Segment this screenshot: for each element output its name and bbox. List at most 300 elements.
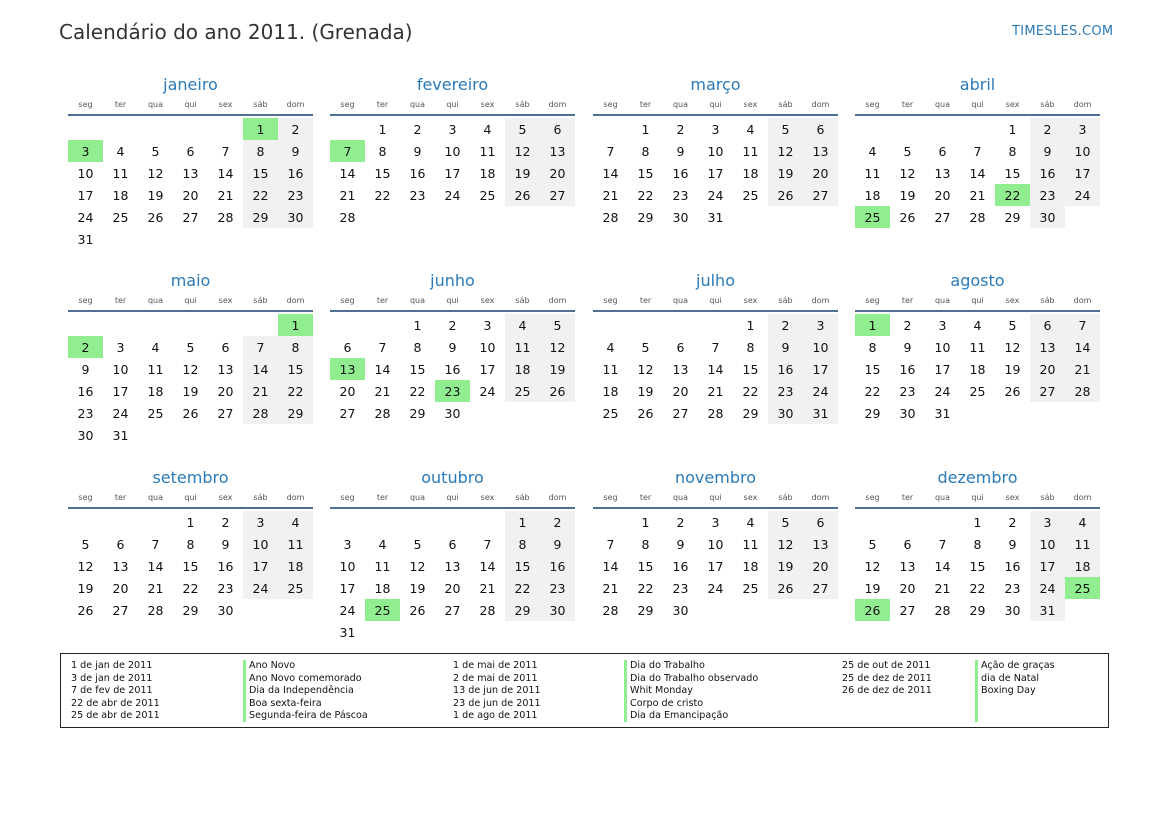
day-cell: 10 [77, 165, 94, 181]
month-title: maio [170, 271, 211, 290]
day-cell: 22 [243, 184, 278, 206]
day-cell: 8 [973, 536, 982, 552]
day-cell: 7 [151, 536, 160, 552]
day-cell: 14 [602, 558, 619, 574]
weekday-label: qua [147, 100, 164, 109]
day-cell: 6 [938, 143, 947, 159]
empty-cell [103, 511, 138, 533]
page-title: Calendário do ano 2011. (Grenada) [59, 20, 413, 44]
empty-cell [593, 511, 628, 533]
day-cell: 22 [637, 580, 654, 596]
holiday-day-cell: 13 [330, 358, 365, 380]
day-cell: 5 [540, 314, 575, 336]
day-cell: 4 [483, 121, 492, 137]
weekday-label: seg [340, 296, 355, 305]
weekday-label: ter [376, 100, 389, 109]
day-cell: 7 [1065, 314, 1100, 336]
weekday-label: seg [603, 493, 618, 502]
legend-date: 1 de ago de 2011 [453, 710, 538, 722]
day-cell: 21 [339, 187, 356, 203]
day-cell: 5 [81, 536, 90, 552]
day-cell: 17 [77, 187, 94, 203]
day-cell: 9 [540, 533, 575, 555]
day-cell: 24 [77, 209, 94, 225]
month-title: dezembro [937, 468, 1018, 487]
weekday-label: sáb [253, 100, 268, 109]
month-title: fevereiro [416, 75, 489, 94]
day-cell: 1 [505, 511, 540, 533]
day-cell: 29 [182, 602, 199, 618]
empty-cell [138, 511, 173, 533]
day-cell: 12 [505, 140, 540, 162]
day-cell: 1 [378, 121, 387, 137]
day-cell: 22 [409, 383, 426, 399]
day-cell: 5 [151, 143, 160, 159]
day-cell: 13 [803, 533, 838, 555]
empty-cell [330, 314, 365, 336]
day-cell: 3 [711, 514, 720, 530]
empty-cell [208, 118, 243, 140]
weekday-label: sáb [253, 296, 268, 305]
weekday-label: sex [480, 493, 495, 502]
day-cell: 19 [409, 580, 426, 596]
day-cell: 29 [409, 405, 426, 421]
holiday-day-cell: 3 [68, 140, 103, 162]
day-cell: 6 [540, 118, 575, 140]
day-cell: 13 [182, 165, 199, 181]
empty-cell [208, 314, 243, 336]
day-cell: 28 [217, 209, 234, 225]
day-cell: 20 [1030, 358, 1065, 380]
day-cell: 19 [899, 187, 916, 203]
day-cell: 25 [278, 577, 313, 599]
day-cell: 25 [742, 187, 759, 203]
empty-cell [925, 118, 960, 140]
day-cell: 20 [803, 162, 838, 184]
empty-cell [960, 118, 995, 140]
holiday-day-cell: 25 [1065, 577, 1100, 599]
day-cell: 29 [864, 405, 881, 421]
legend-date: 23 de jun de 2011 [453, 697, 541, 709]
day-cell: 21 [147, 580, 164, 596]
day-cell: 1 [1008, 121, 1017, 137]
day-cell: 16 [1004, 558, 1021, 574]
day-cell: 20 [899, 580, 916, 596]
weekday-label: dom [286, 100, 305, 109]
day-cell: 23 [409, 187, 426, 203]
day-cell: 5 [505, 118, 540, 140]
day-cell: 17 [707, 165, 724, 181]
day-cell: 22 [505, 577, 540, 599]
day-cell: 14 [217, 165, 234, 181]
day-cell: 18 [147, 383, 164, 399]
weekday-label: sáb [778, 493, 793, 502]
month-title: abril [959, 75, 996, 94]
day-cell: 4 [606, 339, 615, 355]
day-cell: 30 [899, 405, 916, 421]
weekday-header [68, 294, 313, 312]
legend-holiday: Dia do Trabalho [630, 660, 705, 671]
weekday-label: qua [934, 493, 951, 502]
day-cell: 9 [221, 536, 230, 552]
legend-date: 22 de abr de 2011 [71, 697, 160, 709]
day-cell: 26 [1004, 383, 1021, 399]
day-cell: 21 [707, 383, 724, 399]
day-cell: 31 [803, 402, 838, 424]
empty-cell [855, 511, 890, 533]
legend-date: 1 de mai de 2011 [453, 660, 538, 671]
day-grid [855, 314, 1100, 424]
day-cell: 23 [540, 577, 575, 599]
weekday-label: qui [971, 100, 984, 109]
day-cell: 11 [147, 361, 164, 377]
day-cell: 9 [676, 143, 685, 159]
weekday-label: dom [811, 100, 830, 109]
day-cell: 22 [864, 383, 881, 399]
day-cell: 28 [602, 209, 619, 225]
weekday-header [855, 98, 1100, 116]
weekday-label: qua [409, 493, 426, 502]
day-cell: 23 [278, 184, 313, 206]
weekday-label: dom [548, 100, 567, 109]
day-grid [68, 314, 313, 446]
day-cell: 20 [182, 187, 199, 203]
day-cell: 26 [505, 184, 540, 206]
day-cell: 7 [973, 143, 982, 159]
day-cell: 5 [868, 536, 877, 552]
empty-cell [365, 511, 400, 533]
weekday-label: seg [603, 296, 618, 305]
day-cell: 12 [864, 558, 881, 574]
empty-cell [365, 314, 400, 336]
day-cell: 14 [479, 558, 496, 574]
day-cell: 29 [637, 602, 654, 618]
empty-cell [890, 118, 925, 140]
day-cell: 24 [479, 383, 496, 399]
day-cell: 26 [899, 209, 916, 225]
legend-holiday: dia de Natal [981, 672, 1040, 684]
weekday-label: dom [811, 296, 830, 305]
day-cell: 2 [676, 514, 685, 530]
day-cell: 9 [768, 336, 803, 358]
day-cell: 11 [864, 165, 881, 181]
weekday-label: qui [184, 100, 197, 109]
day-cell: 29 [278, 402, 313, 424]
day-grid [593, 118, 838, 228]
weekday-label: seg [78, 296, 93, 305]
weekday-header [330, 98, 575, 116]
day-cell: 12 [409, 558, 426, 574]
day-cell: 27 [217, 405, 234, 421]
holiday-day-cell: 26 [855, 599, 890, 621]
weekday-label: seg [865, 100, 880, 109]
day-grid [330, 118, 575, 228]
day-cell: 14 [1065, 336, 1100, 358]
weekday-label: sáb [778, 296, 793, 305]
day-cell: 4 [278, 511, 313, 533]
day-cell: 31 [934, 405, 951, 421]
day-cell: 29 [969, 602, 986, 618]
day-cell: 6 [803, 118, 838, 140]
day-cell: 8 [641, 143, 650, 159]
day-cell: 24 [112, 405, 129, 421]
weekday-label: qui [971, 493, 984, 502]
day-cell: 23 [899, 383, 916, 399]
legend-date: 2 de mai de 2011 [453, 672, 538, 684]
day-cell: 19 [768, 555, 803, 577]
legend-holiday: Dia da Independência [249, 685, 354, 697]
day-cell: 13 [112, 558, 129, 574]
weekday-label: qui [709, 296, 722, 305]
day-cell: 12 [77, 558, 94, 574]
day-cell: 18 [742, 165, 759, 181]
day-cell: 20 [217, 383, 234, 399]
day-cell: 31 [1030, 599, 1065, 621]
legend-date: 13 de jun de 2011 [453, 685, 541, 697]
day-cell: 11 [278, 533, 313, 555]
day-cell: 26 [768, 577, 803, 599]
weekday-label: seg [340, 100, 355, 109]
weekday-header [330, 294, 575, 312]
day-cell: 14 [339, 165, 356, 181]
day-cell: 28 [934, 602, 951, 618]
day-cell: 15 [864, 361, 881, 377]
day-cell: 16 [768, 358, 803, 380]
weekday-label: ter [901, 493, 914, 502]
day-cell: 4 [1065, 511, 1100, 533]
empty-cell [890, 511, 925, 533]
weekday-label: ter [901, 100, 914, 109]
empty-cell [593, 314, 628, 336]
day-cell: 8 [186, 536, 195, 552]
day-cell: 18 [374, 580, 391, 596]
day-cell: 26 [182, 405, 199, 421]
day-cell: 15 [969, 558, 986, 574]
day-cell: 17 [1065, 162, 1100, 184]
day-cell: 11 [969, 339, 986, 355]
day-cell: 25 [742, 580, 759, 596]
month-janeiro [68, 72, 313, 250]
day-cell: 4 [151, 339, 160, 355]
day-grid [68, 511, 313, 621]
day-cell: 7 [243, 336, 278, 358]
empty-cell [628, 314, 663, 336]
weekday-label: ter [639, 493, 652, 502]
weekday-label: qua [409, 100, 426, 109]
day-cell: 28 [969, 209, 986, 225]
day-cell: 29 [1004, 209, 1021, 225]
day-cell: 16 [672, 165, 689, 181]
day-cell: 27 [540, 184, 575, 206]
weekday-label: sáb [515, 296, 530, 305]
day-cell: 30 [217, 602, 234, 618]
day-cell: 8 [1008, 143, 1017, 159]
day-cell: 22 [637, 187, 654, 203]
day-cell: 15 [637, 558, 654, 574]
weekday-header [855, 294, 1100, 312]
day-cell: 3 [243, 511, 278, 533]
day-cell: 12 [899, 165, 916, 181]
day-cell: 12 [540, 336, 575, 358]
day-cell: 12 [768, 533, 803, 555]
weekday-label: ter [114, 100, 127, 109]
weekday-label: sáb [253, 493, 268, 502]
weekday-header [68, 491, 313, 509]
day-cell: 27 [803, 184, 838, 206]
weekday-label: qui [446, 296, 459, 305]
day-cell: 21 [934, 580, 951, 596]
day-cell: 23 [1030, 184, 1065, 206]
month-março [593, 72, 838, 228]
holiday-day-cell: 25 [365, 599, 400, 621]
day-cell: 2 [413, 121, 422, 137]
empty-cell [698, 314, 733, 336]
day-cell: 29 [505, 599, 540, 621]
legend-names-col-3 [975, 660, 1055, 698]
day-cell: 5 [768, 511, 803, 533]
day-cell: 11 [505, 336, 540, 358]
month-julho [593, 268, 838, 424]
day-cell: 20 [803, 555, 838, 577]
day-cell: 14 [374, 361, 391, 377]
legend-holiday: Corpo de cristo [630, 697, 704, 709]
day-cell: 21 [479, 580, 496, 596]
weekday-label: ter [639, 296, 652, 305]
weekday-label: dom [1073, 493, 1092, 502]
day-cell: 3 [483, 317, 492, 333]
legend-date: 25 de dez de 2011 [842, 672, 932, 684]
day-cell: 15 [1004, 165, 1021, 181]
empty-cell [173, 314, 208, 336]
weekday-label: ter [639, 100, 652, 109]
weekday-header [593, 294, 838, 312]
day-cell: 13 [540, 140, 575, 162]
day-cell: 7 [378, 339, 387, 355]
day-cell: 5 [413, 536, 422, 552]
day-cell: 16 [278, 162, 313, 184]
day-cell: 10 [934, 339, 951, 355]
day-cell: 18 [1065, 555, 1100, 577]
weekday-label: seg [865, 493, 880, 502]
day-cell: 15 [374, 165, 391, 181]
weekday-label: ter [376, 493, 389, 502]
weekday-label: sáb [1040, 296, 1055, 305]
day-cell: 15 [243, 162, 278, 184]
day-cell: 17 [707, 558, 724, 574]
empty-cell [470, 511, 505, 533]
weekday-label: sáb [515, 493, 530, 502]
day-cell: 29 [637, 209, 654, 225]
weekday-label: qua [409, 296, 426, 305]
day-grid [855, 118, 1100, 228]
day-cell: 22 [278, 380, 313, 402]
weekday-label: dom [548, 493, 567, 502]
day-cell: 6 [1030, 314, 1065, 336]
day-grid [593, 511, 838, 621]
day-cell: 9 [903, 339, 912, 355]
day-cell: 18 [505, 358, 540, 380]
day-cell: 29 [243, 206, 278, 228]
day-cell: 2 [540, 511, 575, 533]
day-cell: 2 [768, 314, 803, 336]
day-cell: 3 [116, 339, 125, 355]
legend-date: 1 de jan de 2011 [71, 660, 153, 671]
day-cell: 18 [742, 558, 759, 574]
day-cell: 16 [77, 383, 94, 399]
day-cell: 22 [374, 187, 391, 203]
day-cell: 23 [77, 405, 94, 421]
day-cell: 14 [147, 558, 164, 574]
weekday-label: qua [934, 100, 951, 109]
day-cell: 28 [479, 602, 496, 618]
day-cell: 16 [899, 361, 916, 377]
day-cell: 6 [186, 143, 195, 159]
day-cell: 30 [278, 206, 313, 228]
day-cell: 9 [278, 140, 313, 162]
month-title: julho [696, 271, 735, 290]
day-cell: 8 [378, 143, 387, 159]
day-cell: 19 [77, 580, 94, 596]
day-cell: 3 [711, 121, 720, 137]
holiday-day-cell: 7 [330, 140, 365, 162]
weekday-label: ter [376, 296, 389, 305]
day-cell: 26 [147, 209, 164, 225]
weekday-label: sáb [1040, 493, 1055, 502]
weekday-label: seg [603, 100, 618, 109]
day-cell: 25 [147, 405, 164, 421]
day-cell: 14 [243, 358, 278, 380]
day-cell: 26 [77, 602, 94, 618]
empty-cell [103, 314, 138, 336]
day-cell: 10 [444, 143, 461, 159]
weekday-label: dom [1073, 100, 1092, 109]
weekday-label: qui [446, 493, 459, 502]
day-cell: 8 [278, 336, 313, 358]
day-cell: 21 [217, 187, 234, 203]
day-cell: 24 [243, 577, 278, 599]
day-cell: 25 [112, 209, 129, 225]
day-cell: 20 [540, 162, 575, 184]
empty-cell [400, 511, 435, 533]
legend-holiday: Ação de graças [981, 660, 1055, 671]
day-cell: 2 [448, 317, 457, 333]
day-cell: 8 [868, 339, 877, 355]
legend-dates-col-1 [71, 660, 160, 723]
empty-cell [68, 511, 103, 533]
weekday-label: sex [743, 100, 758, 109]
weekday-label: seg [865, 296, 880, 305]
legend-holiday: Ano Novo [249, 660, 296, 671]
day-cell: 13 [803, 140, 838, 162]
day-cell: 17 [1030, 555, 1065, 577]
day-cell: 11 [479, 143, 496, 159]
day-cell: 12 [637, 361, 654, 377]
weekday-label: qua [147, 296, 164, 305]
brand-link[interactable]: TIMESLES.COM [1012, 24, 1114, 39]
month-title: setembro [152, 468, 229, 487]
day-cell: 9 [1008, 536, 1017, 552]
day-cell: 23 [768, 380, 803, 402]
day-cell: 4 [505, 314, 540, 336]
day-cell: 10 [1065, 140, 1100, 162]
day-cell: 10 [707, 143, 724, 159]
day-cell: 18 [479, 165, 496, 181]
month-title: agosto [950, 271, 1005, 290]
day-cell: 5 [768, 118, 803, 140]
day-cell: 8 [413, 339, 422, 355]
month-title: janeiro [163, 75, 218, 94]
empty-cell [68, 118, 103, 140]
